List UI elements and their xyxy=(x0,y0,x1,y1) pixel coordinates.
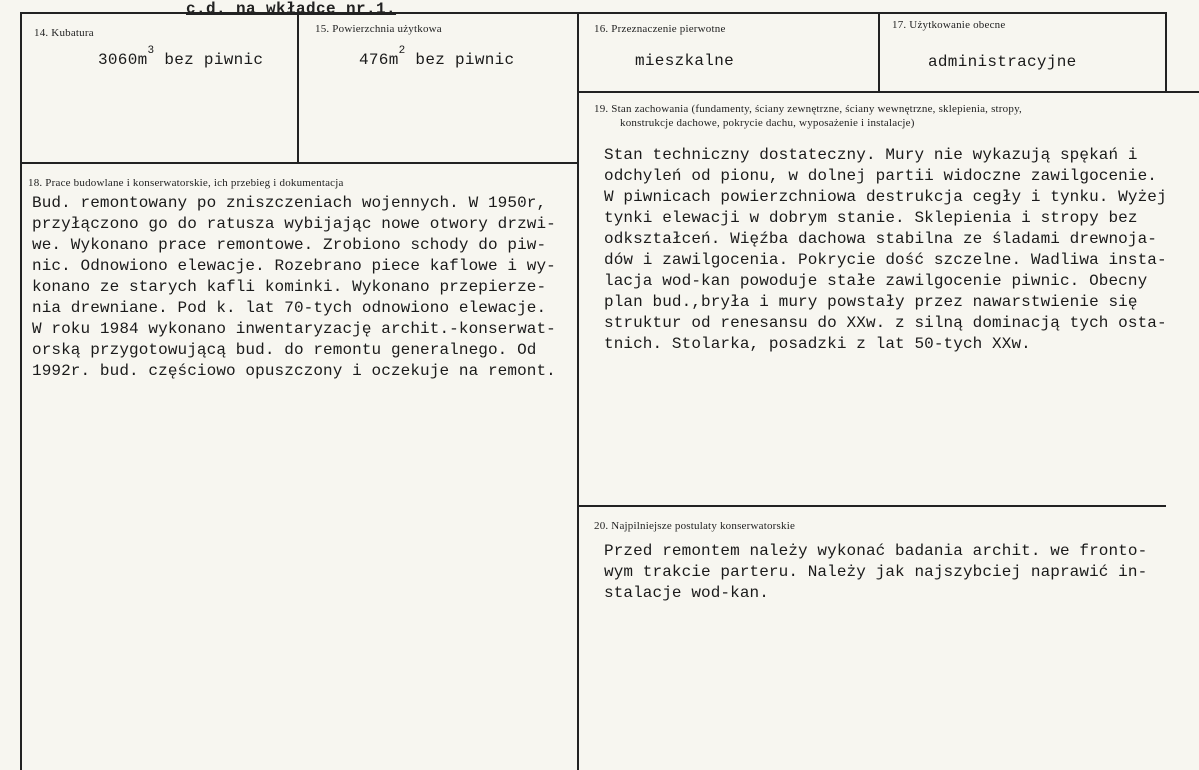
field-15-label: 15. Powierzchnia użytkowa xyxy=(315,23,442,35)
field-15-value xyxy=(359,45,515,69)
field-16-label: 16. Przeznaczenie pierwotne xyxy=(594,23,726,35)
field-20-line: Przed remontem należy wykonać badania archit. we fronto- xyxy=(604,542,1148,560)
field-20-text xyxy=(604,541,1147,604)
field-14-value xyxy=(98,45,264,69)
field-14-number: 3060m xyxy=(98,51,148,69)
field-19-label-line1: 19. Stan zachowania (fundamenty, ściany zewnętrzne, ściany wewnętrzne, sklepienia, stropy, xyxy=(594,103,1023,115)
field-14-suffix: bez piwnic xyxy=(154,51,264,69)
field-18-line: W roku 1984 wykonano inwentaryzację archit.-konserwat- xyxy=(32,320,556,338)
grid-line-below-16-17 xyxy=(577,91,1199,93)
grid-right-line xyxy=(1165,12,1167,92)
field-19-line: tnich. Stolarka, posadzki z lat 50-tych XXw. xyxy=(604,335,1031,353)
field-18-line: Bud. remontowany po zniszczeniach wojennych. W 1950r, xyxy=(32,194,547,212)
field-18-line: orską przygotowującą bud. do remontu generalnego. Od xyxy=(32,341,537,359)
grid-line-above-20 xyxy=(577,505,1166,507)
field-16-value: mieszkalne xyxy=(635,52,735,70)
field-20-line: stalacje wod-kan. xyxy=(604,584,769,602)
grid-line-above-18 xyxy=(20,162,578,164)
field-18-label: 18. Prace budowlane i konserwatorskie, ich przebieg i dokumentacja xyxy=(28,177,344,189)
field-19-line: W piwnicach powierzchniowa destrukcja cegły i tynku. Wyżej xyxy=(604,188,1167,206)
field-14-unit-exponent: 3 xyxy=(147,45,155,57)
field-19-line: plan bud.,bryła i mury powstały przez nawarstwienie się xyxy=(604,293,1138,311)
field-20-label: 20. Najpilniejsze postulaty konserwatorskie xyxy=(594,520,796,532)
field-19-line: dów i zawilgocenia. Pokrycie dość szczelne. Wadliwa insta- xyxy=(604,251,1167,269)
field-18-line: konano ze starych kafli kominki. Wykonano przepierze- xyxy=(32,278,547,296)
top-note: c.d. na wkładce nr.1. xyxy=(186,0,397,18)
field-19-label xyxy=(594,102,1022,130)
grid-center-line xyxy=(577,12,579,770)
field-19-label-line2: konstrukcje dachowe, pokrycie dachu, wyposażenie i instalacje) xyxy=(620,117,915,129)
field-19-text xyxy=(604,145,1167,355)
field-19-line: lacja wod-kan powoduje stałe zawilgocenie piwnic. Obecny xyxy=(604,272,1148,290)
field-19-line: odkształceń. Więźba dachowa stabilna ze śladami drewnoja- xyxy=(604,230,1157,248)
field-14-label: 14. Kubatura xyxy=(34,27,94,39)
field-18-line: nia drewniane. Pod k. lat 70-tych odnowiono elewacje. xyxy=(32,299,547,317)
field-19-line: odchyleń od pionu, w dolnej partii widoczne zawilgocenie. xyxy=(604,167,1157,185)
field-20-line: wym trakcie parteru. Należy jak najszybciej naprawić in- xyxy=(604,563,1148,581)
field-17-value: administracyjne xyxy=(928,53,1077,71)
field-15-number: 476m xyxy=(359,51,399,69)
field-17-label: 17. Użytkowanie obecne xyxy=(892,19,1006,31)
field-18-line: przyłączono go do ratusza wybijając nowe otwory drzwi- xyxy=(32,215,556,233)
field-15-unit-exponent: 2 xyxy=(398,45,406,57)
field-19-line: tynki elewacji w dobrym stanie. Sklepienia i stropy bez xyxy=(604,209,1138,227)
field-18-line: nic. Odnowiono elewacje. Rozebrano piece kaflowe i wy- xyxy=(32,257,556,275)
field-18-text xyxy=(32,193,556,382)
field-19-line: Stan techniczny dostateczny. Mury nie wykazują spękań i xyxy=(604,146,1138,164)
field-19-line: struktur od renesansu do XXw. z silną dominacją tych osta- xyxy=(604,314,1167,332)
field-15-suffix: bez piwnic xyxy=(405,51,515,69)
grid-line-14-15 xyxy=(297,12,299,164)
field-18-line: we. Wykonano prace remontowe. Zrobiono schody do piw- xyxy=(32,236,547,254)
grid-line-16-17 xyxy=(878,12,880,92)
grid-left-line xyxy=(20,12,22,770)
field-18-line: 1992r. bud. częściowo opuszczony i oczekuje na remont. xyxy=(32,362,556,380)
